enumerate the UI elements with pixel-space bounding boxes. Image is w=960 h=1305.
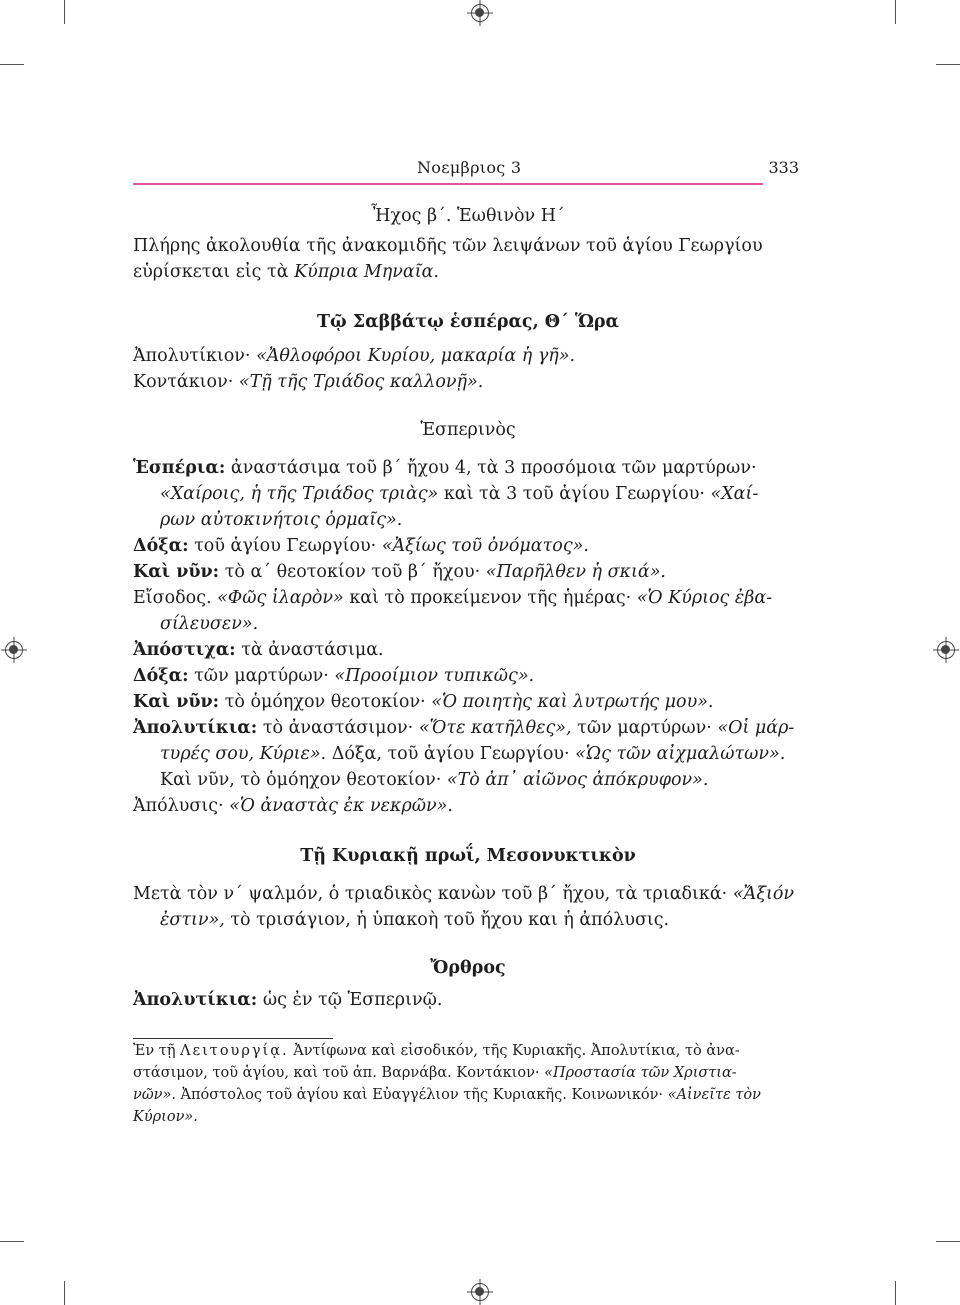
text-line: «Χαίροις, ἡ τῆς Τριάδος τριὰς» καὶ τὰ 3 τοῦ ἁγίου Γεωργίου· «Χαί- [160, 484, 759, 504]
registration-mark-icon [937, 641, 955, 659]
section-heading: Ἑσπερινὸς [420, 420, 516, 440]
tone-heading: Ἦχος β΄. Ἑωθινὸν Η΄ [371, 206, 565, 226]
text-line: Καὶ νῦν: τὸ ὁμόηχον θεοτοκίον· «Ὁ ποιητὴς καὶ λυτρωτής μου». [133, 692, 714, 712]
footnote-line: Κύριον». [133, 1109, 198, 1125]
text-line: εὑρίσκεται εἰς τὰ Κύπρια Μηναῖα. [133, 262, 439, 282]
text-line: ἐστιν», τὸ τρισάγιον, ἡ ὑπακοὴ τοῦ ἤχου και ἡ ἀπόλυσις. [160, 910, 670, 930]
registration-mark-icon [5, 641, 23, 659]
text-line: Ἀπολυτίκια: ὡς ἐν τῷ Ἑσπερινῷ. [133, 990, 443, 1010]
footnote-rule [133, 1038, 333, 1039]
header-rule [133, 183, 763, 185]
text-line: Πλήρης ἀκολουθία τῆς ἀνακομιδῆς τῶν λειψάνων τοῦ ἁγίου Γεωργίου [133, 236, 763, 256]
text-line: Κοντάκιον· «Τῇ τῆς Τριάδος καλλονῇ». [133, 372, 484, 392]
text-line: Δόξα: τῶν μαρτύρων· «Προοίμιον τυπικῶς». [133, 666, 535, 686]
footnote-line: στάσιμον, τοῦ ἁγίου, καὶ τοῦ ἀπ. Βαρνάβα. Κοντάκιον· «Προστασία τῶν Χριστια- [133, 1065, 737, 1081]
text-line: σίλευσεν». [160, 614, 259, 634]
text-line: Καὶ νῦν: τὸ α΄ θεοτοκίον τοῦ β΄ ἤχου· «Παρῆλθεν ἡ σκιά». [133, 562, 666, 582]
trim-mark [0, 64, 24, 65]
text-line: Ἀπολυτίκιον· «Ἀθλοφόροι Κυρίου, μακαρία ἡ γῆ». [133, 346, 576, 366]
text-line: Ἀπόλυσις· «Ὁ ἀναστὰς ἐκ νεκρῶν». [133, 796, 453, 816]
section-heading: Τῇ Κυριακῇ πρωΐ, Μεσονυκτικὸν [300, 846, 636, 866]
trim-mark [0, 1241, 24, 1242]
running-title: Νοεμβριος 3 [417, 158, 522, 177]
trim-mark [895, 1281, 896, 1305]
section-heading: Ὄρθρος [430, 958, 506, 978]
text-line: Μετὰ τὸν ν΄ ψαλμόν, ὁ τριαδικὸς κανὼν τοῦ β΄ ἤχου, τὰ τριαδικά· «Ἄξιόν [133, 884, 795, 904]
trim-mark [936, 1241, 960, 1242]
page-number: 333 [768, 158, 799, 177]
trim-mark [64, 1281, 65, 1305]
footnote-line: Ἐν τῇ Λειτουργίᾳ. Ἀντίφωνα καὶ εἰσοδικόν, τῆς Κυριακῆς. Ἀπολυτίκια, τὸ ἀνα- [133, 1043, 740, 1059]
text-line: Εἴσοδος. «Φῶς ἱλαρὸν» καὶ τὸ προκείμενον τῆς ἡμέρας· «Ὁ Κύριος ἐβα- [133, 588, 773, 608]
registration-mark-icon [471, 1283, 489, 1301]
text-line: Ἀπόστιχα: τὰ ἀναστάσιμα. [133, 640, 384, 660]
text-line: Ἀπολυτίκια: τὸ ἀναστάσιμον· «Ὅτε κατῆλθες», τῶν μαρτύρων· «Οἱ μάρ- [133, 718, 795, 738]
section-heading: Τῷ Σαββάτῳ ἑσπέρας, Θ΄ Ὥρα [316, 312, 620, 332]
running-header [133, 155, 803, 183]
footnote-line: νῶν». Ἀπόστολος τοῦ ἁγίου καὶ Εὐαγγέλιον τῆς Κυριακῆς. Κοινωνικόν· «Αἰνεῖτε τὸν [133, 1087, 761, 1103]
trim-mark [936, 64, 960, 65]
text-line: Καὶ νῦν, τὸ ὁμόηχον θεοτοκίον· «Τὸ ἀπ᾽ αἰῶνος ἀπόκρυφον». [160, 770, 709, 790]
trim-mark [895, 0, 896, 24]
text-line: τυρές σου, Κύριε». Δόξα, τοῦ ἁγίου Γεωργίου· «Ὡς τῶν αἰχμαλώτων». [160, 744, 786, 764]
text-line: Ἑσπέρια: ἀναστάσιμα τοῦ β΄ ἤχου 4, τὰ 3 προσόμοια τῶν μαρτύρων· [133, 458, 757, 478]
text-line: Δόξα: τοῦ ἁγίου Γεωργίου· «Ἀξίως τοῦ ὀνόματος». [133, 536, 589, 556]
trim-mark [64, 0, 65, 24]
registration-mark-icon [471, 4, 489, 22]
text-line: ρων αὐτοκινήτοις ὁρμαῖς». [160, 510, 403, 530]
